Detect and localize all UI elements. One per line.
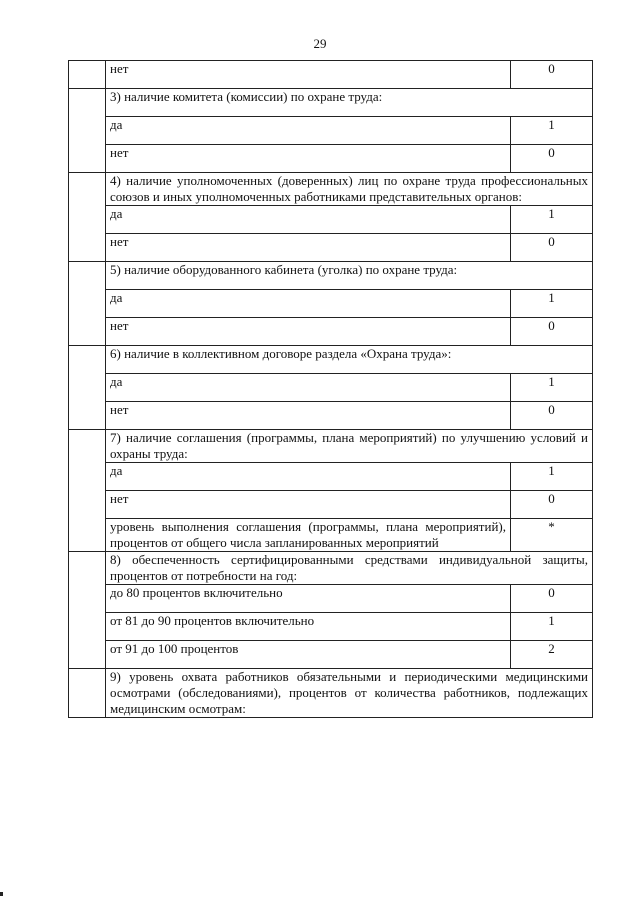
score-value: 1 bbox=[511, 117, 593, 145]
criteria-table bbox=[68, 60, 593, 718]
table-row bbox=[69, 585, 593, 613]
table-row bbox=[69, 552, 593, 585]
table-row bbox=[69, 641, 593, 669]
row-number-cell bbox=[69, 430, 106, 552]
score-value: 1 bbox=[511, 463, 593, 491]
option-label: да bbox=[106, 117, 511, 145]
table-row bbox=[69, 463, 593, 491]
score-value: 1 bbox=[511, 613, 593, 641]
table-row bbox=[69, 430, 593, 463]
table-row bbox=[69, 318, 593, 346]
criterion-title: 9) уровень охвата работников обязательными и периодическими медицинскими осмотрами (обследованиями), процентов от количества работников, подлежащих медицинским осмотрам: bbox=[106, 669, 593, 718]
score-value: 0 bbox=[511, 61, 593, 89]
option-label: да bbox=[106, 290, 511, 318]
score-value: 1 bbox=[511, 374, 593, 402]
row-number-cell bbox=[69, 552, 106, 669]
table-row bbox=[69, 117, 593, 145]
table-row bbox=[69, 61, 593, 89]
row-number-cell bbox=[69, 346, 106, 430]
score-value: 0 bbox=[511, 402, 593, 430]
score-value: 0 bbox=[511, 234, 593, 262]
row-number-cell bbox=[69, 669, 106, 718]
table-row bbox=[69, 145, 593, 173]
option-label: да bbox=[106, 206, 511, 234]
criterion-title: 6) наличие в коллективном договоре раздела «Охрана труда»: bbox=[106, 346, 593, 374]
score-value: 0 bbox=[511, 491, 593, 519]
criterion-title: 3) наличие комитета (комиссии) по охране труда: bbox=[106, 89, 593, 117]
table-row bbox=[69, 262, 593, 290]
score-value: * bbox=[511, 519, 593, 552]
row-number-cell bbox=[69, 89, 106, 173]
option-label: нет bbox=[106, 234, 511, 262]
table-row bbox=[69, 402, 593, 430]
criterion-title: 8) обеспеченность сертифицированными средствами индивидуальной защиты, процентов от потребности на год: bbox=[106, 552, 593, 585]
row-number-cell bbox=[69, 262, 106, 346]
option-label: нет bbox=[106, 61, 511, 89]
table-row bbox=[69, 613, 593, 641]
score-value: 0 bbox=[511, 145, 593, 173]
option-label: да bbox=[106, 463, 511, 491]
score-value: 0 bbox=[511, 318, 593, 346]
score-value: 2 bbox=[511, 641, 593, 669]
score-value: 1 bbox=[511, 206, 593, 234]
criterion-title: 7) наличие соглашения (программы, плана мероприятий) по улучшению условий и охраны труда: bbox=[106, 430, 593, 463]
criterion-title: 5) наличие оборудованного кабинета (уголка) по охране труда: bbox=[106, 262, 593, 290]
table-row bbox=[69, 346, 593, 374]
table-row bbox=[69, 519, 593, 552]
score-value: 0 bbox=[511, 585, 593, 613]
scan-mark bbox=[0, 892, 3, 896]
option-label: да bbox=[106, 374, 511, 402]
table-row bbox=[69, 206, 593, 234]
table-row bbox=[69, 173, 593, 206]
option-label: от 91 до 100 процентов bbox=[106, 641, 511, 669]
table-row bbox=[69, 290, 593, 318]
table-row bbox=[69, 234, 593, 262]
table-row bbox=[69, 89, 593, 117]
row-number-cell bbox=[69, 61, 106, 89]
table-row bbox=[69, 491, 593, 519]
option-label: нет bbox=[106, 491, 511, 519]
score-value: 1 bbox=[511, 290, 593, 318]
option-label: нет bbox=[106, 318, 511, 346]
option-label: нет bbox=[106, 402, 511, 430]
table-row bbox=[69, 374, 593, 402]
criterion-title: 4) наличие уполномоченных (доверенных) лиц по охране труда профессиональных союзов и иных уполномоченных работниками представительных органов: bbox=[106, 173, 593, 206]
option-label: нет bbox=[106, 145, 511, 173]
option-label: до 80 процентов включительно bbox=[106, 585, 511, 613]
row-number-cell bbox=[69, 173, 106, 262]
page-number: 29 bbox=[313, 36, 327, 51]
table-row bbox=[69, 669, 593, 718]
option-label: уровень выполнения соглашения (программы, плана мероприятий), процентов от общего числа запланированных мероприятий bbox=[106, 519, 511, 552]
option-label: от 81 до 90 процентов включительно bbox=[106, 613, 511, 641]
